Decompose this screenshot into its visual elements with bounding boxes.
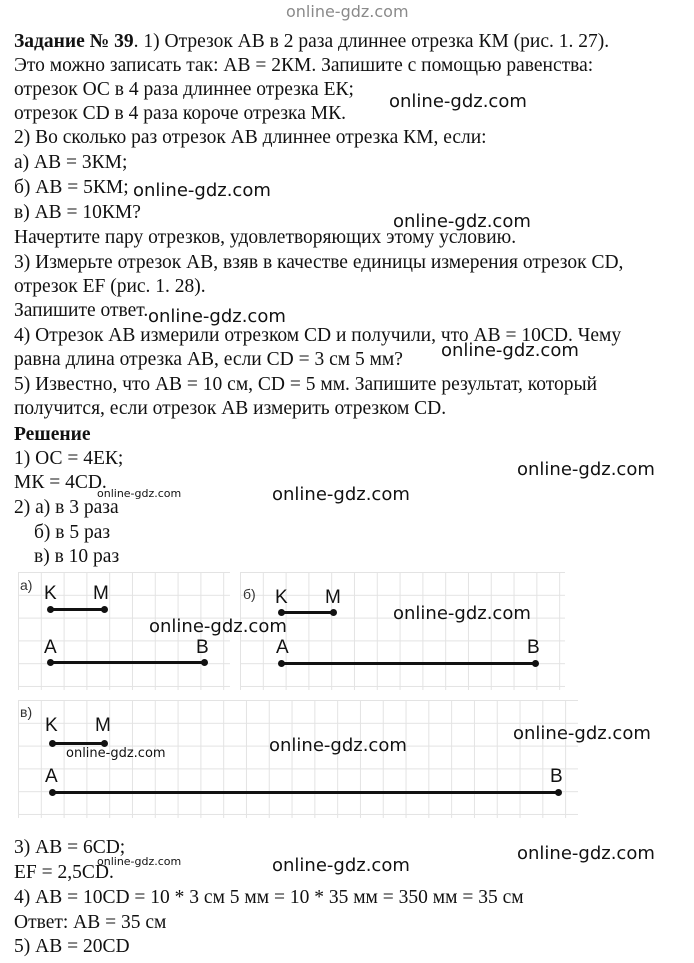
solution-line-9: Ответ: АВ = 35 см xyxy=(14,912,167,933)
task-line-9: Начертите пару отрезков, удовлетворяющих этому условию. xyxy=(14,227,517,248)
figure-v-dot-b xyxy=(555,789,562,796)
solution-line-8: 4) АВ = 10CD = 10 * 3 см 5 мм = 10 * 35 мм = 350 мм = 35 см xyxy=(14,887,524,908)
task-line-2: Это можно записать так: АВ = 2КМ. Запишите с помощью равенства: xyxy=(14,55,594,76)
figure-b-dot-a xyxy=(278,660,285,667)
figure-a-point-a: A xyxy=(44,637,57,658)
solution-line-5: в) в 10 раз xyxy=(34,546,120,567)
figure-b-point-k: K xyxy=(275,587,288,608)
solution-line-6: 3) АВ = 6CD; xyxy=(14,837,126,858)
figure-v-dot-k xyxy=(49,740,56,747)
task-line-4: отрезок CD в 4 раза короче отрезка МК. xyxy=(14,103,346,124)
solution-line-4: б) в 5 раз xyxy=(34,522,111,543)
task-line-8: в) АВ = 10КМ? xyxy=(14,202,141,223)
solution-line-3: 2) а) в 3 раза xyxy=(14,497,119,518)
figure-v-label: в) xyxy=(20,704,33,720)
task-line-1: Задание № 39. 1) Отрезок АВ в 2 раза длиннее отрезка КМ (рис. 1. 27). xyxy=(14,31,610,52)
watermark: online-gdz.com xyxy=(517,843,655,864)
figure-v-point-k: K xyxy=(45,715,58,736)
figure-b-point-b: B xyxy=(527,637,540,658)
watermark-small: online-gdz.com xyxy=(97,855,182,868)
watermark: online-gdz.com xyxy=(272,484,410,505)
figure-v-segment-ab xyxy=(52,791,558,794)
figure-a-dot-a xyxy=(47,659,54,666)
watermark: online-gdz.com xyxy=(149,616,287,637)
task-line-13: 4) Отрезок АВ измерили отрезком CD и получили, что АВ = 10CD. Чему xyxy=(14,325,622,346)
figure-b-label: б) xyxy=(243,586,256,602)
solution-line-10: 5) АВ = 20CD xyxy=(14,936,130,957)
figure-a-label: а) xyxy=(20,577,33,593)
figure-b-grid xyxy=(240,572,565,690)
figure-a-point-m: M xyxy=(93,583,109,604)
watermark: online-gdz.com xyxy=(148,306,286,327)
figure-b-segment-ab xyxy=(281,662,535,665)
figure-b-dot-m xyxy=(330,609,337,616)
task-line-14: равна длина отрезка АВ, если CD = 3 см 5 мм? xyxy=(14,349,403,370)
task-line-12: Запишите ответ. xyxy=(14,300,149,321)
figure-v-point-m: M xyxy=(95,715,111,736)
watermark: online-gdz.com xyxy=(513,723,651,744)
figure-v-point-b: B xyxy=(550,766,563,787)
figure-a-dot-b xyxy=(201,659,208,666)
figure-v-segment-km xyxy=(52,742,104,745)
figure-a-segment-km xyxy=(50,608,104,611)
figure-a-segment-ab xyxy=(50,661,204,664)
solution-line-7: EF = 2,5CD. xyxy=(14,862,114,883)
solution-heading: Решение xyxy=(14,424,91,445)
figure-a-point-k: K xyxy=(44,583,57,604)
figure-b-dot-b xyxy=(532,660,539,667)
figure-b-segment-km xyxy=(281,611,333,614)
figure-a-dot-m xyxy=(101,606,108,613)
figure-v-point-a: A xyxy=(45,766,58,787)
figure-a-dot-k xyxy=(47,606,54,613)
task-line-11: отрезок EF (рис. 1. 28). xyxy=(14,276,206,297)
figure-b-point-m: M xyxy=(325,587,341,608)
figure-a-point-b: B xyxy=(196,637,209,658)
task-line-6: а) АВ = 3КМ; xyxy=(14,152,128,173)
watermark: online-gdz.com xyxy=(393,211,531,232)
solution-line-1: 1) ОС = 4ЕК; xyxy=(14,448,124,469)
figure-b-point-a: A xyxy=(276,637,289,658)
watermark-small: online-gdz.com xyxy=(66,746,166,761)
watermark: online-gdz.com xyxy=(389,91,527,112)
watermark: online-gdz.com xyxy=(517,459,655,480)
site-watermark-top: online-gdz.com xyxy=(286,2,409,21)
task-line-15: 5) Известно, что АВ = 10 см, CD = 5 мм. Запишите результат, который xyxy=(14,374,598,395)
task-title: Задание № 39 xyxy=(14,31,134,52)
task-line-10: 3) Измерьте отрезок АВ, взяв в качестве единицы измерения отрезок CD, xyxy=(14,252,624,273)
task-line-7: б) АВ = 5КМ; xyxy=(14,177,129,198)
task-line-3: отрезок ОС в 4 раза длиннее отрезка ЕК; xyxy=(14,79,354,100)
watermark: online-gdz.com xyxy=(133,180,271,201)
figure-v-dot-a xyxy=(49,789,56,796)
solution-line-2: МК = 4CD. xyxy=(14,472,107,493)
watermark-small: online-gdz.com xyxy=(97,487,182,500)
watermark: online-gdz.com xyxy=(269,735,407,756)
watermark: online-gdz.com xyxy=(393,603,531,624)
task-line-5: 2) Во сколько раз отрезок АВ длиннее отрезка КМ, если: xyxy=(14,127,487,148)
figure-b-dot-k xyxy=(278,609,285,616)
watermark: online-gdz.com xyxy=(272,855,410,876)
task-line-16: получится, если отрезок АВ измерить отрезком CD. xyxy=(14,398,447,419)
watermark: online-gdz.com xyxy=(441,340,579,361)
